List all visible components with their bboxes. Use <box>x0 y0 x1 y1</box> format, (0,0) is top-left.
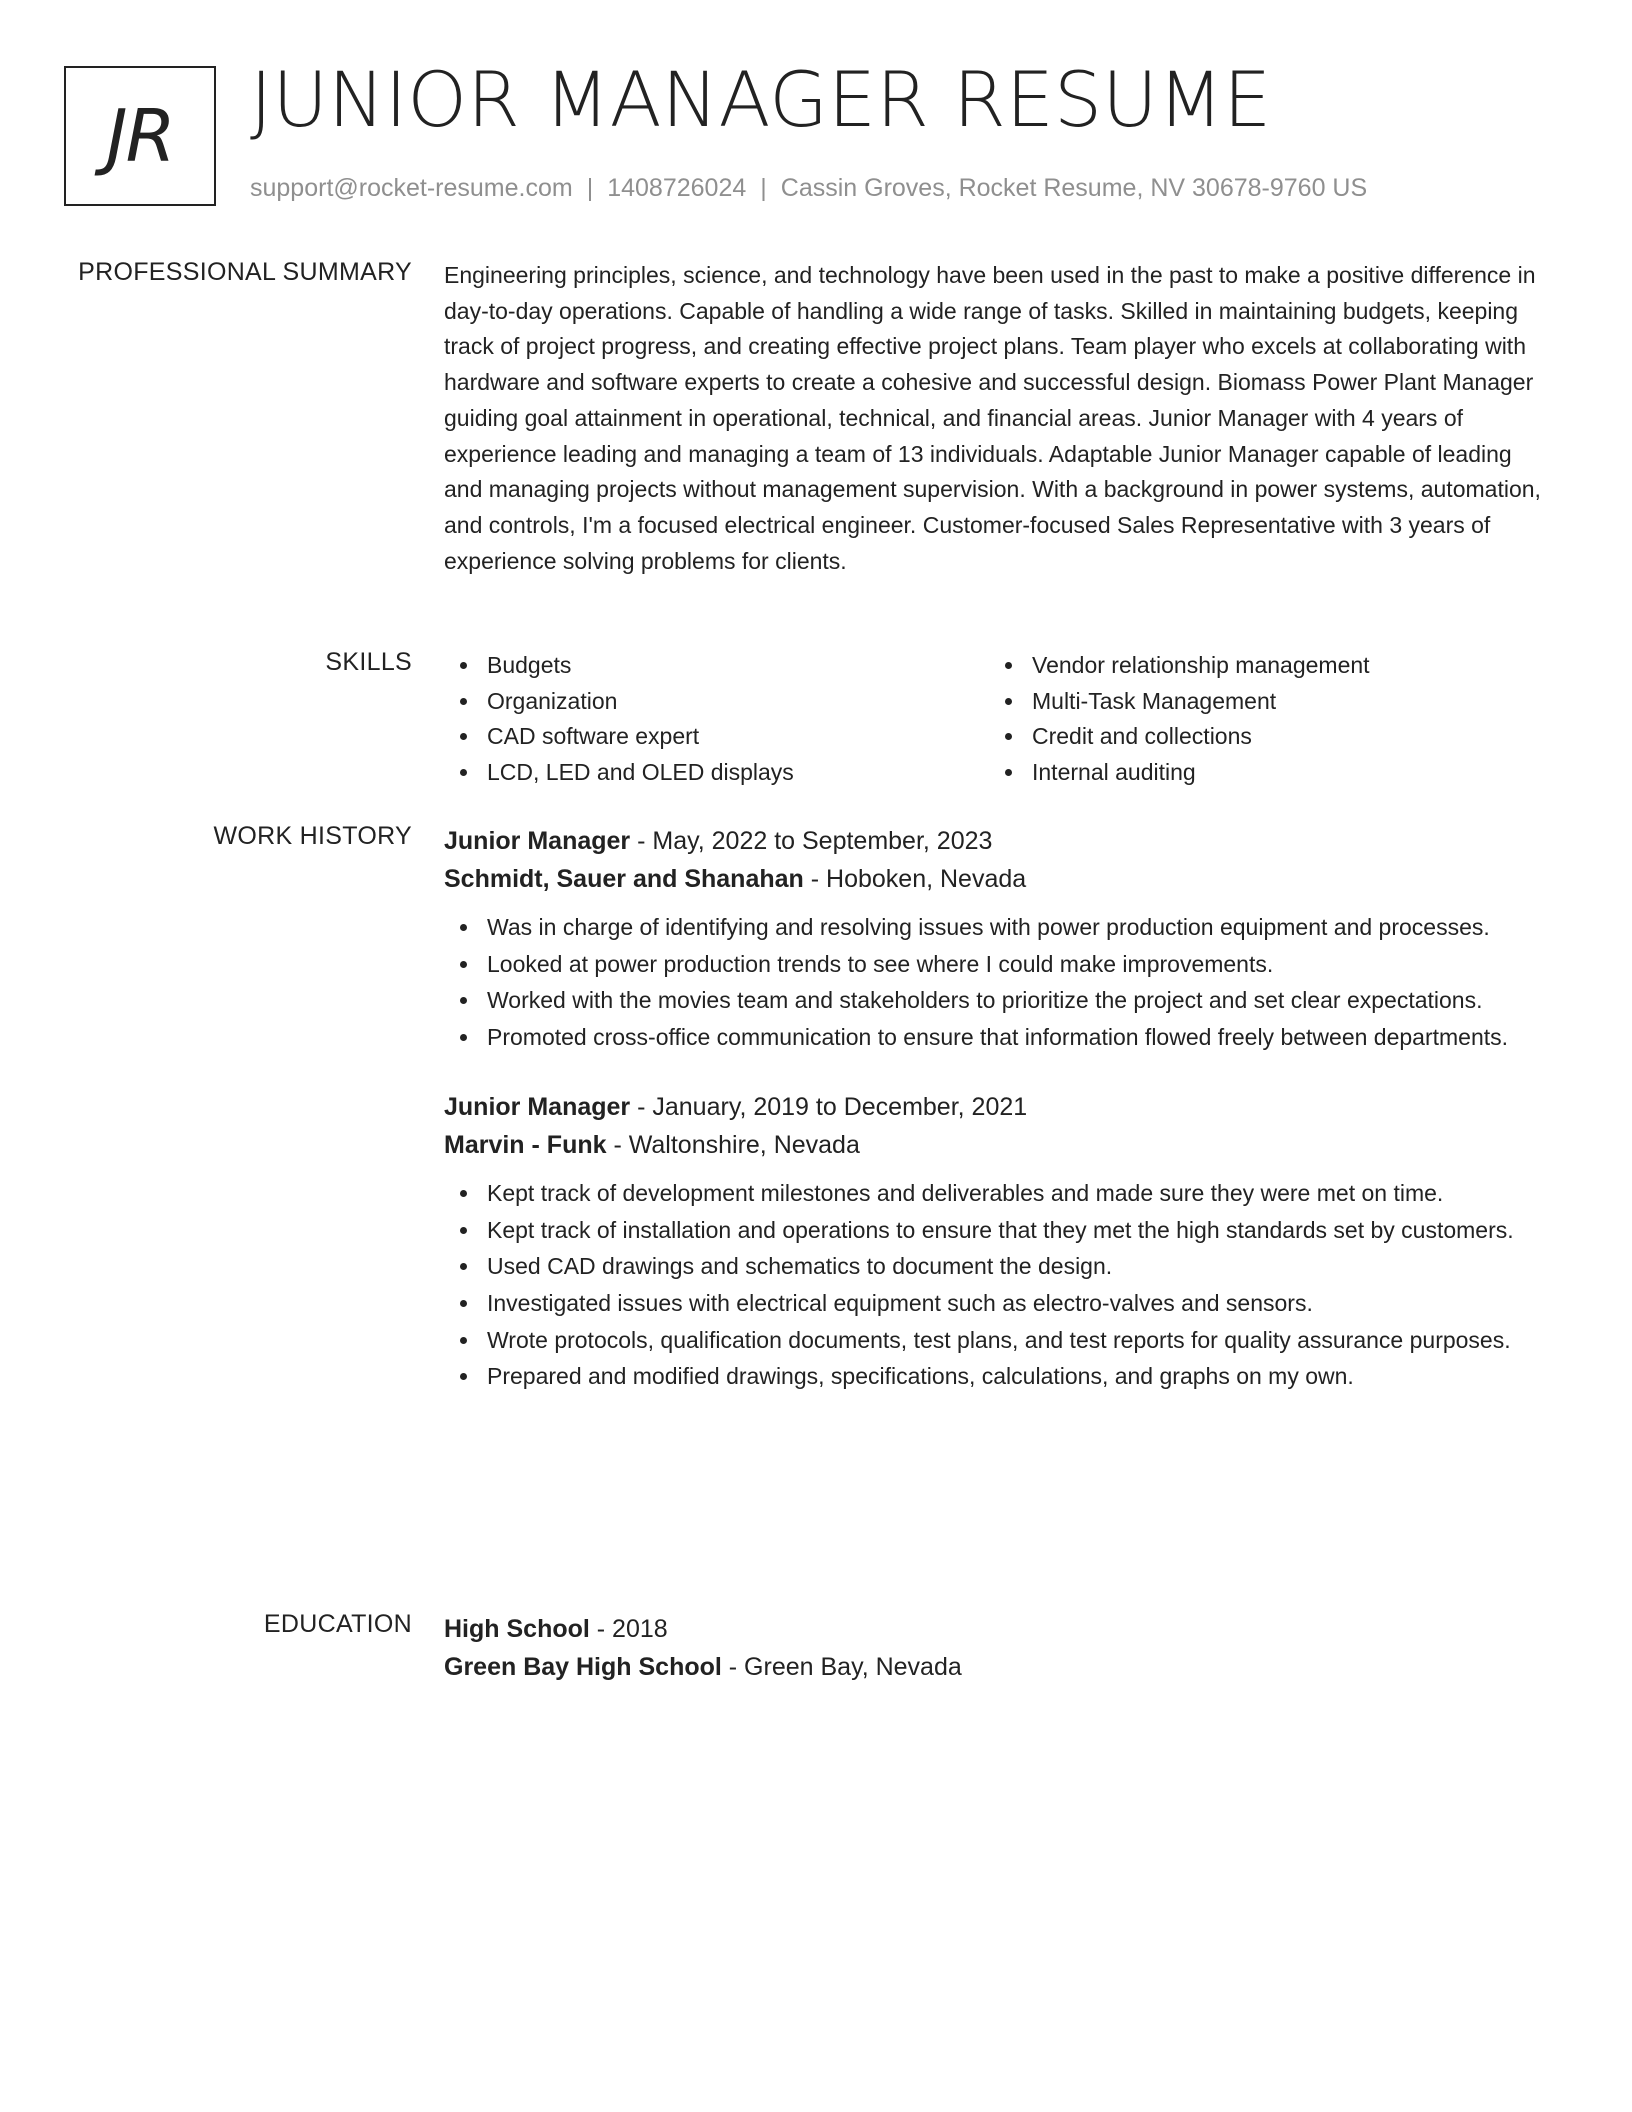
skill-item: Multi-Task Management <box>1032 684 1534 720</box>
job-duty-item: Wrote protocols, qualification documents, test plans, and test reports for quality assurance purposes. <box>487 1323 1554 1359</box>
skills-column-right <box>989 648 1534 791</box>
monogram-box <box>64 66 216 206</box>
degree-line <box>444 1610 1554 1648</box>
skill-item: Vendor relationship management <box>1032 648 1534 684</box>
work-history-body <box>444 822 1554 1396</box>
skills-column-left <box>444 648 989 791</box>
company-name: Schmidt, Sauer and Shanahan <box>444 865 804 893</box>
job-duty-item: Prepared and modified drawings, specifications, calculations, and graphs on my own. <box>487 1359 1554 1395</box>
contact-separator: | <box>586 174 594 202</box>
degree-year: - 2018 <box>589 1615 668 1643</box>
skills-list-left <box>444 648 989 791</box>
skill-item: Credit and collections <box>1032 719 1534 755</box>
job-duty-item: Kept track of development milestones and deliverables and made sure they were met on time. <box>487 1176 1554 1212</box>
job-dates: - May, 2022 to September, 2023 <box>630 827 993 855</box>
education-body <box>444 1610 1554 1698</box>
monogram-initials: JR <box>106 94 174 178</box>
school-location: - Green Bay, Nevada <box>721 1653 962 1681</box>
contact-email: support@rocket-resume.com <box>250 174 573 202</box>
company-name: Marvin - Funk <box>444 1130 607 1159</box>
skill-item: Organization <box>487 684 989 720</box>
job-duty-item: Worked with the movies team and stakeholders to prioritize the project and set clear expectations. <box>487 983 1554 1019</box>
job-dates: - January, 2019 to December, 2021 <box>630 1092 1028 1121</box>
skill-item: Budgets <box>487 648 989 684</box>
job-title-line <box>444 1088 1554 1126</box>
degree-name: High School <box>444 1615 590 1643</box>
contact-separator: | <box>760 174 767 202</box>
skills-grid <box>444 648 1554 791</box>
company-line <box>444 860 1554 898</box>
summary-heading: PROFESSIONAL SUMMARY <box>78 258 412 286</box>
summary-body <box>444 258 1554 579</box>
job-title-line <box>444 822 1554 860</box>
company-location: - Hoboken, Nevada <box>803 865 1027 893</box>
job-title: Junior Manager <box>444 1092 631 1121</box>
job-duty-item: Used CAD drawings and schematics to document the design. <box>487 1249 1554 1285</box>
skills-list-right <box>989 648 1534 791</box>
education-heading: EDUCATION <box>263 1610 412 1638</box>
skill-item: LCD, LED and OLED displays <box>487 755 989 791</box>
contact-phone: 1408726024 <box>607 174 747 202</box>
skills-heading: SKILLS <box>325 648 412 676</box>
work-history-heading: WORK HISTORY <box>213 822 412 850</box>
school-name: Green Bay High School <box>444 1653 722 1681</box>
company-location: - Waltonshire, Nevada <box>606 1130 860 1159</box>
job-duties-list <box>444 1176 1554 1395</box>
resume-title: JUNIOR MANAGER RESUME <box>250 55 1272 144</box>
skills-body <box>444 648 1554 791</box>
job-duty-item: Investigated issues with electrical equipment such as electro-valves and sensors. <box>487 1286 1554 1322</box>
contact-line <box>250 174 1367 203</box>
contact-address: Cassin Groves, Rocket Resume, NV 30678-9760 US <box>780 174 1368 202</box>
job-duty-item: Kept track of installation and operations to ensure that they met the high standards set by customers. <box>487 1213 1554 1249</box>
job-duties-list <box>444 910 1554 1056</box>
job-duty-item: Was in charge of identifying and resolving issues with power production equipment and processes. <box>487 910 1554 946</box>
job-duty-item: Looked at power production trends to see where I could make improvements. <box>487 947 1554 983</box>
company-line <box>444 1126 1554 1164</box>
summary-text: Engineering principles, science, and technology have been used in the past to make a positive difference in day-to-day operations. Capable of handling a wide range of tasks. Skilled in maintaining budgets, keeping track of project progress, and creating effective project plans. Team player who excels at collaborating with hardware and software experts to create a cohesive and successful design. Biomass Power Plant Manager guiding goal attainment in operational, technical, and financial areas. Junior Manager with 4 years of experience leading and managing a team of 13 individuals. Adaptable Junior Manager capable of leading and managing projects without management supervision. With a background in power systems, automation, and controls, I'm a focused electrical engineer. Customer-focused Sales Representative with 3 years of experience solving problems for clients. <box>444 262 1541 574</box>
skill-item: CAD software expert <box>487 719 989 755</box>
school-line <box>444 1648 1554 1686</box>
job-duty-item: Promoted cross-office communication to ensure that information flowed freely between departments. <box>487 1020 1554 1056</box>
job-entry <box>444 1088 1554 1395</box>
job-title: Junior Manager <box>444 827 631 855</box>
skill-item: Internal auditing <box>1032 755 1534 791</box>
job-entry <box>444 822 1554 1056</box>
